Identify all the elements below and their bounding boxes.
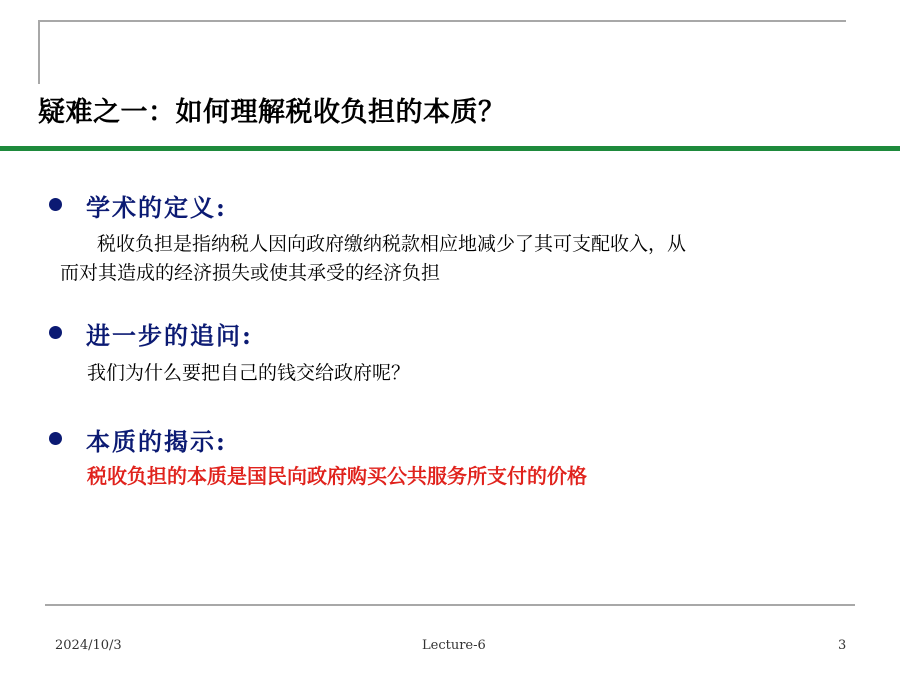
footer-divider: [45, 604, 855, 606]
section-heading-question: 进一步的追问:: [86, 321, 253, 350]
slide-title: 疑难之一：如何理解税收负担的本质？: [38, 97, 506, 128]
question-text: 我们为什么要把自己的钱交给政府呢？: [87, 362, 411, 384]
bullet-icon: [49, 198, 62, 211]
definition-line-2: 而对其造成的经济损失或使其承受的经济负担: [60, 262, 441, 284]
page-number: 3: [838, 638, 847, 653]
section-heading-definition: 学术的定义:: [86, 193, 227, 222]
section-heading-essence: 本质的揭示:: [86, 427, 227, 456]
footer-date: 2024/10/3: [55, 638, 122, 653]
title-underline: [0, 146, 900, 151]
essence-highlight: 税收负担的本质是国民向政府购买公共服务所支付的价格: [87, 464, 587, 488]
footer-lecture: Lecture-6: [422, 638, 486, 653]
frame-left-line: [38, 20, 40, 84]
bullet-icon: [49, 432, 62, 445]
definition-line-1: 税收负担是指纳税人因向政府缴纳税款相应地减少了其可支配收入，从: [97, 233, 687, 255]
bullet-icon: [49, 326, 62, 339]
frame-top-line: [38, 20, 846, 22]
